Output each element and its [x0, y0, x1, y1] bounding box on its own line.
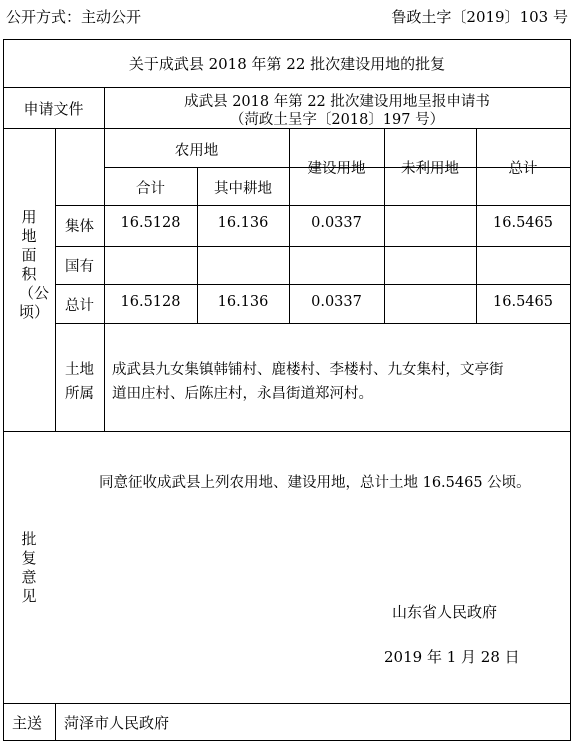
row-label-total: 总计 [65, 298, 94, 314]
cell-collective-arable: 16.136 [217, 215, 269, 231]
area-section-label: 用地面积（公顷） [19, 208, 50, 321]
cell-total-construction: 0.0337 [311, 294, 362, 310]
ownership-text-line-2: 道田庄村、后陈庄村，永昌街道郑河村。 [112, 386, 373, 402]
cell-collective-construction: 0.0337 [311, 215, 362, 231]
cell-total-arable: 16.136 [217, 294, 269, 310]
column-construction-land: 建设用地 [307, 161, 366, 177]
cell-total-grand-total: 16.5465 [493, 294, 553, 310]
column-agricultural-land: 农用地 [174, 143, 219, 159]
approval-label: 批复意见 [21, 530, 37, 605]
document-number: 鲁政土字〔2019〕103 号 [391, 8, 568, 26]
approval-text: 同意征收成武县上列农用地、建设用地，总计土地 16.5465 公顷。 [99, 475, 531, 491]
row-label-collective: 集体 [65, 219, 94, 235]
approval-date: 2019 年 1 月 28 日 [384, 648, 520, 666]
approval-issuer: 山东省人民政府 [392, 603, 498, 621]
column-unused-land: 未利用地 [401, 161, 459, 177]
cell-total-subtotal: 16.5128 [120, 294, 181, 310]
application-line-2: （菏政土呈字〔2018〕197 号） [229, 112, 445, 128]
recipient-label: 主送 [12, 714, 43, 732]
disclosure-mode: 公开方式：主动公开 [6, 8, 142, 26]
recipient-value: 菏泽市人民政府 [64, 714, 170, 732]
ownership-text-line-1: 成武县九女集镇韩铺村、鹿楼村、李楼村、九女集村，文亭街 [112, 362, 504, 378]
row-label-state-owned: 国有 [65, 259, 94, 275]
column-subtotal: 合计 [136, 181, 165, 197]
ownership-label-line-1: 土地 [65, 362, 94, 378]
application-line-1: 成武县 2018 年第 22 批次建设用地呈报申请书 [184, 94, 490, 110]
document-title: 关于成武县 2018 年第 22 批次建设用地的批复 [128, 55, 446, 73]
application-label: 申请文件 [23, 100, 84, 118]
column-arable-land: 其中耕地 [214, 181, 272, 197]
ownership-label-line-2: 所属 [65, 386, 94, 402]
cell-collective-subtotal: 16.5128 [120, 215, 181, 231]
column-grand-total: 总计 [508, 161, 538, 177]
cell-collective-grand-total: 16.5465 [493, 215, 553, 231]
